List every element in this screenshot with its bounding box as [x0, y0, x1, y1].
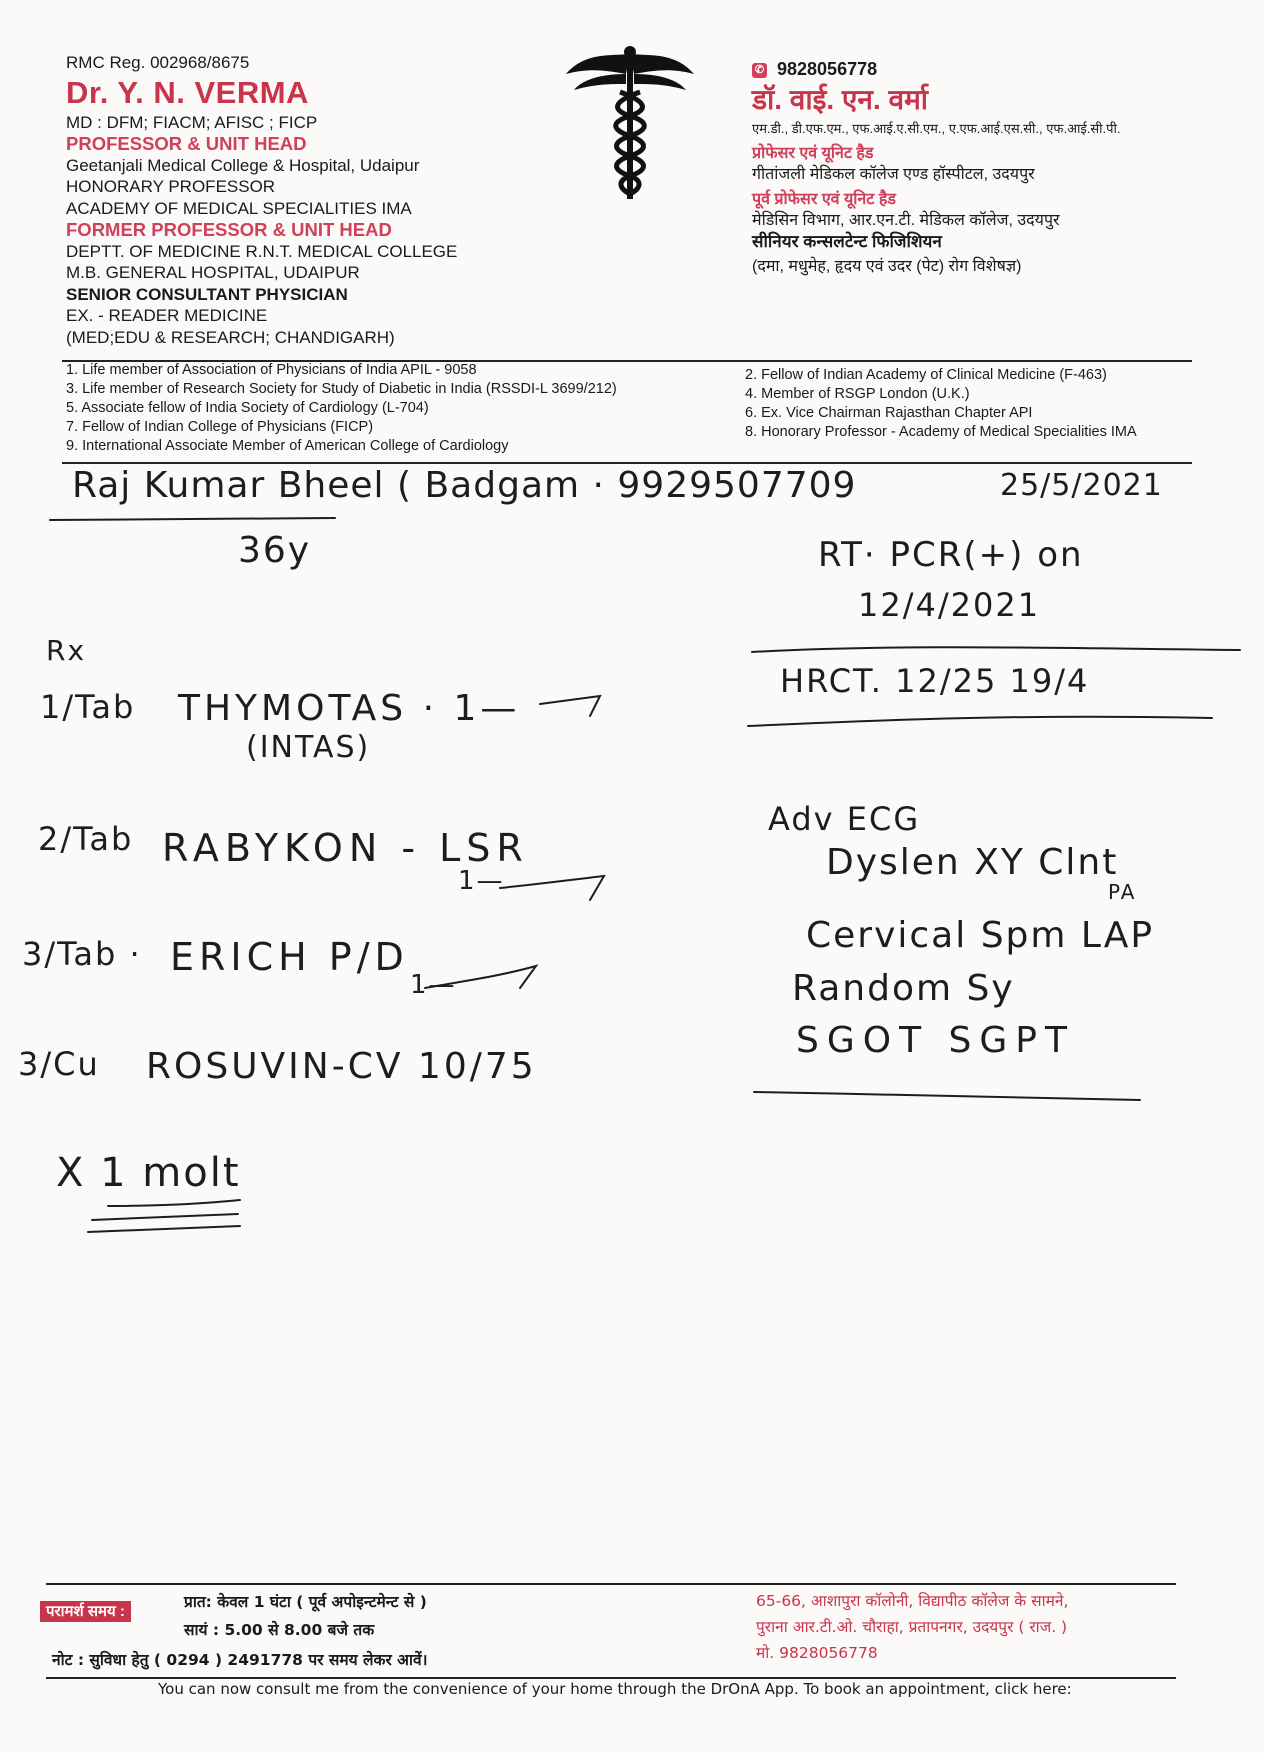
patient-age: 36y: [238, 530, 312, 571]
membership-item: 9. International Associate Member of American College of Cardiology: [66, 438, 509, 454]
hrct-result: HRCT. 12/25 19/4: [780, 662, 1090, 700]
registration-number: RMC Reg. 002968/8675: [66, 53, 250, 72]
timing-label: परामर्श समय :: [40, 1601, 131, 1622]
former-title: FORMER PROFESSOR & UNIT HEAD: [66, 219, 392, 240]
rtpcr-date: 12/4/2021: [858, 586, 1041, 624]
phone-icon: ✆: [752, 63, 767, 78]
patient-name: Raj Kumar Bheel ( Badgam · 9929507709: [72, 465, 857, 506]
degrees-hindi: एम.डी., डी.एफ.एम., एफ.आई.ए.सी.एम., ए.एफ.आई.एस.सी., एफ.आई.सी.पी.: [752, 121, 1121, 136]
med-number: 1/Tab: [40, 688, 136, 726]
evening-hours: सायं : 5.00 से 8.00 बजे तक: [184, 1621, 375, 1639]
former-department: DEPTT. OF MEDICINE R.N.T. MEDICAL COLLEGE: [66, 241, 458, 261]
membership-item: 6. Ex. Vice Chairman Rajasthan Chapter API: [745, 405, 1033, 421]
finding-note: PA: [1108, 880, 1137, 904]
med-number: 3/Tab ·: [22, 935, 142, 973]
former-title-hindi: पूर्व प्रोफेसर एवं यूनिट हैड: [752, 191, 896, 208]
reader-institution: (MED;EDU & RESEARCH; CHANDIGARH): [66, 327, 395, 347]
med-dose: 1—: [410, 970, 457, 1000]
visit-date: 25/5/2021: [1000, 468, 1163, 503]
honorary-institution: ACADEMY OF MEDICAL SPECIALITIES IMA: [66, 198, 412, 218]
current-title: PROFESSOR & UNIT HEAD: [66, 133, 307, 154]
finding-line: Adv ECG: [768, 800, 921, 838]
app-promo: You can now consult me from the convenience of your home through the DrOnA App. To book an appointment, click here:: [158, 1680, 1072, 1698]
footer-divider: [46, 1583, 1176, 1585]
membership-item: 8. Honorary Professor - Academy of Medical Specialities IMA: [745, 424, 1137, 440]
med-name: THYMOTAS · 1—: [178, 688, 521, 729]
med-brand: (INTAS): [246, 730, 371, 765]
phone-number: 9828056778: [777, 59, 878, 79]
reader-title: EX. - READER MEDICINE: [66, 306, 268, 325]
doctor-name-hindi: डॉ. वाई. एन. वर्मा: [752, 84, 929, 115]
rtpcr-result: RT· PCR(+) on: [818, 535, 1084, 575]
doctor-name: Dr. Y. N. VERMA: [66, 74, 309, 110]
med-name: RABYKON - LSR: [162, 826, 529, 870]
finding-line: Cervical Spm LAP: [806, 915, 1155, 956]
finding-line: Dyslen XY Clnt: [826, 842, 1119, 883]
address-line: 65-66, आशापुरा कॉलोनी, विद्यापीठ कॉलेज के सामने,: [756, 1592, 1069, 1610]
finding-line: SGOT SGPT: [796, 1020, 1075, 1061]
institution-hindi: गीतांजली मेडिकल कॉलेज एण्ड हॉस्पीटल, उदयपुर: [752, 166, 1035, 183]
address-phone: मो. 9828056778: [756, 1644, 878, 1662]
consultant-title-hindi: सीनियर कन्सलटेन्ट फिजिशियन: [752, 232, 942, 251]
membership-item: 1. Life member of Association of Physicians of India APIL - 9058: [66, 362, 477, 378]
med-name: ROSUVIN-CV 10/75: [146, 1046, 537, 1087]
membership-item: 5. Associate fellow of India Society of Cardiology (L-704): [66, 400, 429, 416]
consultant-title: SENIOR CONSULTANT PHYSICIAN: [66, 284, 348, 304]
current-institution: Geetanjali Medical College & Hospital, Udaipur: [66, 155, 420, 175]
footer-bottom-divider: [46, 1677, 1176, 1679]
duration: X 1 molt: [56, 1150, 241, 1196]
membership-item: 7. Fellow of Indian College of Physicians (FICP): [66, 419, 374, 435]
morning-hours: प्रात: केवल 1 घंटा ( पूर्व अपोइन्टमेन्ट से ): [184, 1593, 427, 1611]
former-hospital: M.B. GENERAL HOSPITAL, UDAIPUR: [66, 263, 360, 282]
med-dose: 1—: [458, 866, 505, 896]
honorary-title: HONORARY PROFESSOR: [66, 177, 276, 196]
med-name: ERICH P/D: [170, 935, 409, 979]
clinic-address: [756, 1588, 1068, 1666]
degrees: MD : DFM; FIACM; AFISC ; FICP: [66, 112, 318, 132]
membership-item: 3. Life member of Research Society for Study of Diabetic in India (RSSDI-L 3699/212): [66, 381, 617, 397]
finding-line: Random Sy: [792, 968, 1015, 1009]
rx-symbol: Rx: [46, 634, 87, 667]
med-number: 2/Tab: [38, 820, 134, 858]
membership-item: 4. Member of RSGP London (U.K.): [745, 386, 970, 402]
speciality-hindi: (दमा, मधुमेह, हृदय एवं उदर (पेट) रोग विशेषज्ञ): [752, 258, 1022, 275]
med-number: 3/Cu: [18, 1045, 100, 1083]
membership-item: 2. Fellow of Indian Academy of Clinical Medicine (F-463): [745, 367, 1107, 383]
title-hindi: प्रोफेसर एवं यूनिट हैड: [752, 145, 874, 162]
address-line: पुराना आर.टी.ओ. चौराहा, प्रतापनगर, उदयपुर ( राज. ): [756, 1618, 1068, 1636]
former-institution-hindi: मेडिसिन विभाग, आर.एन.टी. मेडिकल कॉलेज, उदयपुर: [752, 212, 1060, 229]
appointment-note: नोट : सुविधा हेतु ( 0294 ) 2491778 पर समय लेकर आवें।: [52, 1651, 428, 1669]
timing-badge: [40, 1601, 131, 1621]
